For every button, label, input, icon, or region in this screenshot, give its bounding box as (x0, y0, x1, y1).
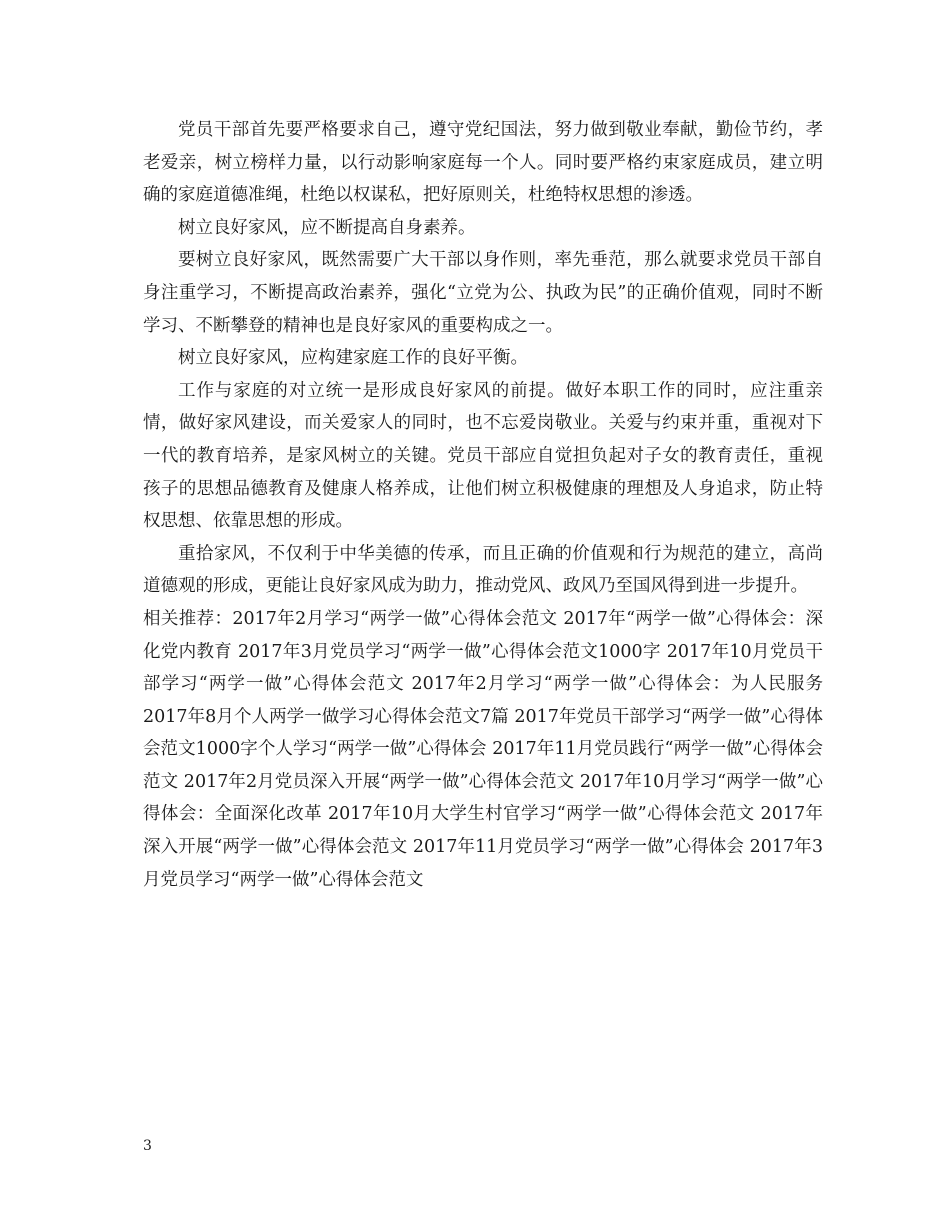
page-number: 3 (143, 1138, 152, 1154)
paragraph-self-discipline: 党员干部首先要严格要求自己，遵守党纪国法，努力做到敬业奉献，勤俭节约，孝老爱亲，树立榜样力量，以行动影响家庭每一个人。同时要严格约束家庭成员，建立明确的家庭道德准绳，杜绝以权谋私，把好原则关，杜绝特权思想的渗透。 (143, 120, 823, 206)
paragraph-heading-work-family-balance: 树立良好家风，应构建家庭工作的良好平衡。 (178, 348, 528, 369)
paragraph-work-family: 工作与家庭的对立统一是形成良好家风的前提。做好本职工作的同时，应注重亲情，做好家风建设，而关爱家人的同时，也不忘爱岗敬业。关爱与约束并重，重视对下一代的教育培养，是家风树立的关键。党员干部应自觉担负起对子女的教育责任，重视孩子的思想品德教育及健康人格养成，让他们树立积极健康的理想及人身追求，防止特权思想、依靠思想的形成。 (143, 380, 823, 532)
paragraph-heading-self-cultivation: 树立良好家风，应不断提高自身素养。 (178, 217, 476, 238)
paragraph-conclusion: 重拾家风，不仅利于中华美德的传承，而且正确的价值观和行为规范的建立，高尚道德观的形成，更能让良好家风成为助力，推动党风、政风乃至国风得到进一步提升。 (143, 543, 823, 597)
related-recommendations: 相关推荐：2017年2月学习“两学一做”心得体会范文 2017年“两学一做”心得体会：深化党内教育 2017年3月党员学习“两学一做”心得体会范文1000字 2017年10月党员干部学习“两学一做”心得体会范文 2017年2月学习“两学一做”心得体会：为人民服务 2017年8月个人两学一做学习心得体会范文7篇 2017年党员干部学习“两学一做”心得体会范文1000字个人学习“两学一做”心得体会 2017年11月党员践行“两学一做”心得体会范文 2017年2月党员深入开展“两学一做”心得体会范文 2017年10月学习“两学一做”心得体会：全面深化改革 2017年10月大学生村官学习“两学一做”心得体会范文 2017年深入开展“两学一做”心得体会范文 2017年11月党员学习“两学一做”心得体会 2017年3月党员学习“两学一做”心得体会范文 (143, 608, 823, 890)
document-body (143, 114, 823, 896)
paragraph-study-values: 要树立良好家风，既然需要广大干部以身作则，率先垂范，那么就要求党员干部自身注重学习，不断提高政治素养，强化“立党为公、执政为民”的正确价值观，同时不断学习、不断攀登的精神也是良好家风的重要构成之一。 (143, 250, 823, 336)
